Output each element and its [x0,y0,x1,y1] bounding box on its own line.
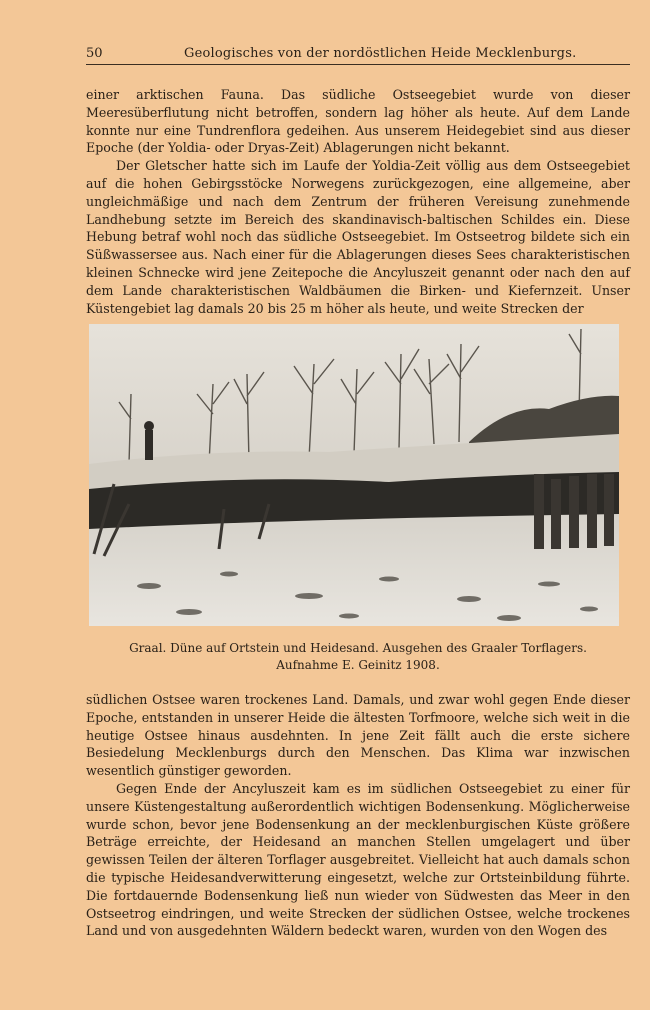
photo-illustration [89,324,619,626]
page-number: 50 [86,46,103,61]
running-title: Geologisches von der nordöstlichen Heide Mecklenburgs. [184,46,577,61]
page-header [86,44,630,65]
paragraph: einer arktischen Fauna. Das südliche Ostseegebiet wurde von dieser Meeresüberflutung nicht betroffen, sondern lag höher als heute. Auf dem Lande konnte nur eine Tundrenflora gedeihen. Aus unserem Heidegebiet sind aus dieser Epoche (der Yoldia- oder Dryas-Zeit) Ablagerungen nicht bekannt. [86,87,630,156]
photograph-dune-coast [89,324,619,626]
paragraph: Gegen Ende der Ancyluszeit kam es im südlichen Ostseegebiet zu einer für unsere Küstengestaltung außerordentlich wichtigen Bodensenkung. Möglicherweise wurde schon, bevor jene Bodensenkung an der mecklenburgischen Küste größere Beträge erreichte, der Heidesand an manchen Stellen umgelagert und über gewissen Teilen der älteren Torflager ausgebreitet. Vielleicht hat auch damals schon die typische Heidesandverwitterung eingesetzt, welche zur Ortsteinbildung führte. Die fortdauernde Bodensenkung ließ nun wieder von Südwesten das Meer in den Ostseetrog eindringen, und weite Strecken der südlichen Ostsee, welche trockenes Land und von ausgedehnten Wäldern bedeckt waren, wurden von den Wogen des [86,780,630,939]
paragraph: Der Gletscher hatte sich im Laufe der Yoldia-Zeit völlig aus dem Ostseegebiet auf die hohen Gebirgsstöcke Norwegens zurückgezogen, eine allgemeine, aber ungleichmäßige und nach dem Zentrum der früheren Vereisung zunehmende Landhebung setzte im Bereich des skandinavisch-baltischen Schildes ein. Diese Hebung betraf wohl noch das südliche Ostseegebiet. Im Ostseetrog bildete sich ein Süßwassersee aus. Nach einer für die Ablagerungen dieses Sees charakteristischen kleinen Schnecke wird jene Zeitepoche die Ancyluszeit genannt oder nach den auf dem Lande charakteristischen Waldbäumen die Birken- und Kiefernzeit. Unser Küstengebiet lag damals 20 bis 25 m höher als heute, und weite Strecken der [86,158,630,316]
caption-credit: Aufnahme E. Geinitz 1908. [276,658,440,672]
paragraph: südlichen Ostsee waren trockenes Land. Damals, und zwar wohl gegen Ende dieser Epoche, entstanden in unserer Heide die ältesten Torfmoore, welche sich weit in die heutige Ostsee hinaus ausdehnten. In jene Zeit fällt auch die erste sichere Besiedelung Mecklenburgs durch den Menschen. Das Klima war inzwischen wesentlich günstiger geworden. [86,692,630,779]
figure-caption [86,640,630,674]
text-block-bottom [86,691,630,940]
text-block-top [86,86,630,317]
caption-line: Graal. Düne auf Ortstein und Heidesand. Ausgehen des Graaler Torflagers. [129,641,587,655]
